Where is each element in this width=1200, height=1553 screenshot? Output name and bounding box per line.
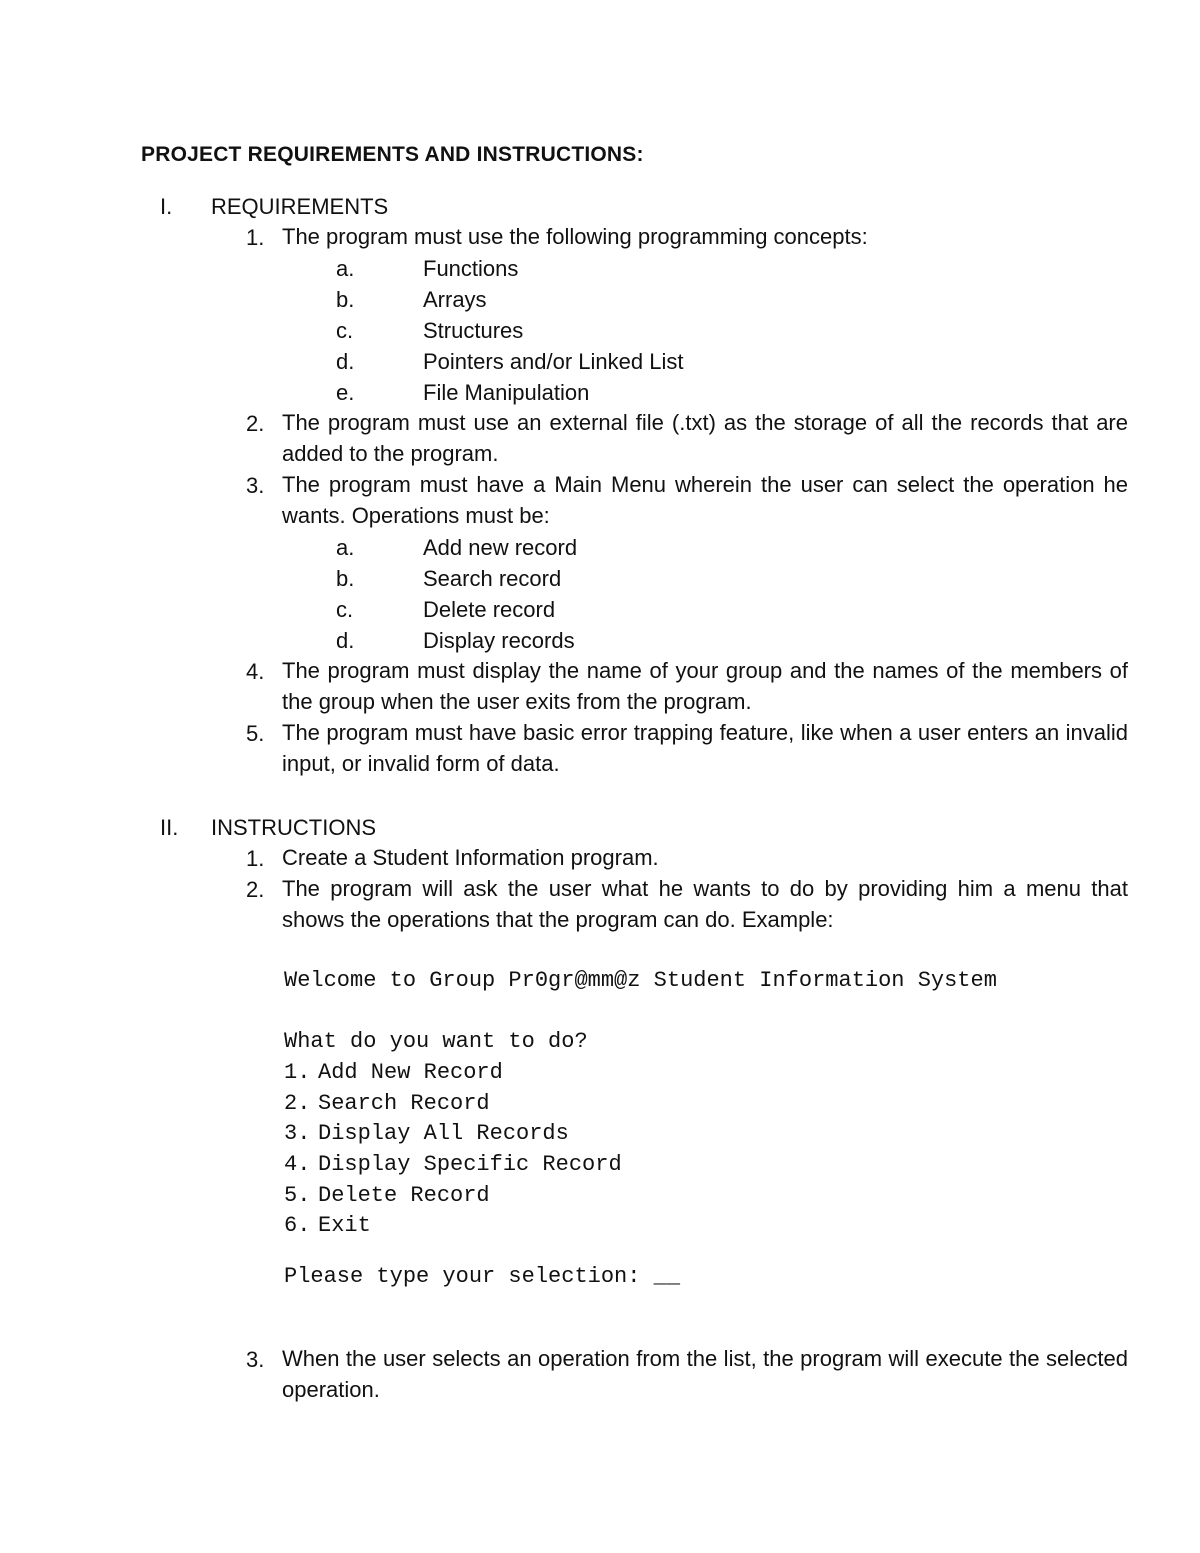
section-numeral: I. xyxy=(160,194,173,219)
menu-option-number: 5. xyxy=(284,1183,311,1208)
section-heading-requirements: REQUIREMENTS xyxy=(211,194,389,219)
example-welcome: Welcome to Group Pr0gr@mm@z Student Information System xyxy=(284,968,997,993)
sub-item: Search record xyxy=(423,566,562,591)
sub-letter: d. xyxy=(336,628,355,653)
sub-item: Add new record xyxy=(423,535,578,560)
list-item: Create a Student Information program. xyxy=(282,845,659,870)
list-item: When the user selects an operation from the list, the program will execute the selected operation. xyxy=(282,1346,1128,1402)
section-heading-instructions: INSTRUCTIONS xyxy=(211,815,376,840)
menu-option: Search Record xyxy=(318,1091,490,1116)
sub-letter: a. xyxy=(336,256,355,281)
list-item: The program must use the following programming concepts: xyxy=(282,224,868,249)
example-prompt: What do you want to do? xyxy=(284,1029,588,1054)
sub-letter: e. xyxy=(336,380,355,405)
menu-option-number: 2. xyxy=(284,1091,311,1116)
section-numeral: II. xyxy=(160,815,179,840)
list-number: 3. xyxy=(246,473,265,498)
sub-letter: c. xyxy=(336,597,354,622)
sub-letter: c. xyxy=(336,318,354,343)
sub-item: Structures xyxy=(423,318,524,343)
document-title: PROJECT REQUIREMENTS AND INSTRUCTIONS: xyxy=(141,143,644,166)
menu-option: Add New Record xyxy=(318,1060,503,1085)
menu-option-number: 4. xyxy=(284,1152,311,1177)
sub-item: Display records xyxy=(423,628,575,653)
example-selection-prompt: Please type your selection: __ xyxy=(284,1264,681,1289)
sub-letter: d. xyxy=(336,349,355,374)
list-item: The program must display the name of your group and the names of the members of the group when the user exits from the program. xyxy=(282,658,1128,714)
menu-option-number: 1. xyxy=(284,1060,311,1085)
list-number: 1. xyxy=(246,846,265,871)
menu-option: Display Specific Record xyxy=(318,1152,622,1177)
list-item: The program must have a Main Menu wherein the user can select the operation he wants. Operations must be: xyxy=(282,472,1128,528)
list-item: The program will ask the user what he wants to do by providing him a menu that shows the operations that the program can do. Example: xyxy=(282,876,1128,932)
list-number: 1. xyxy=(246,225,265,250)
sub-item: Delete record xyxy=(423,597,556,622)
menu-option-number: 6. xyxy=(284,1213,311,1238)
menu-option: Exit xyxy=(318,1213,371,1238)
sub-item: Pointers and/or Linked List xyxy=(423,349,684,374)
list-item: The program must have basic error trapping feature, like when a user enters an invalid input, or invalid form of data. xyxy=(282,720,1128,776)
sub-letter: b. xyxy=(336,287,355,312)
menu-option: Delete Record xyxy=(318,1183,490,1208)
sub-item: Functions xyxy=(423,256,519,281)
sub-item: Arrays xyxy=(423,287,487,312)
menu-option-number: 3. xyxy=(284,1121,311,1146)
sub-item: File Manipulation xyxy=(423,380,590,405)
list-number: 4. xyxy=(246,659,265,684)
menu-option: Display All Records xyxy=(318,1121,569,1146)
list-number: 5. xyxy=(246,721,265,746)
sub-letter: a. xyxy=(336,535,355,560)
sub-letter: b. xyxy=(336,566,355,591)
list-item: The program must use an external file (.txt) as the storage of all the records that are added to the program. xyxy=(282,410,1128,466)
list-number: 3. xyxy=(246,1347,265,1372)
list-number: 2. xyxy=(246,877,265,902)
list-number: 2. xyxy=(246,411,265,436)
